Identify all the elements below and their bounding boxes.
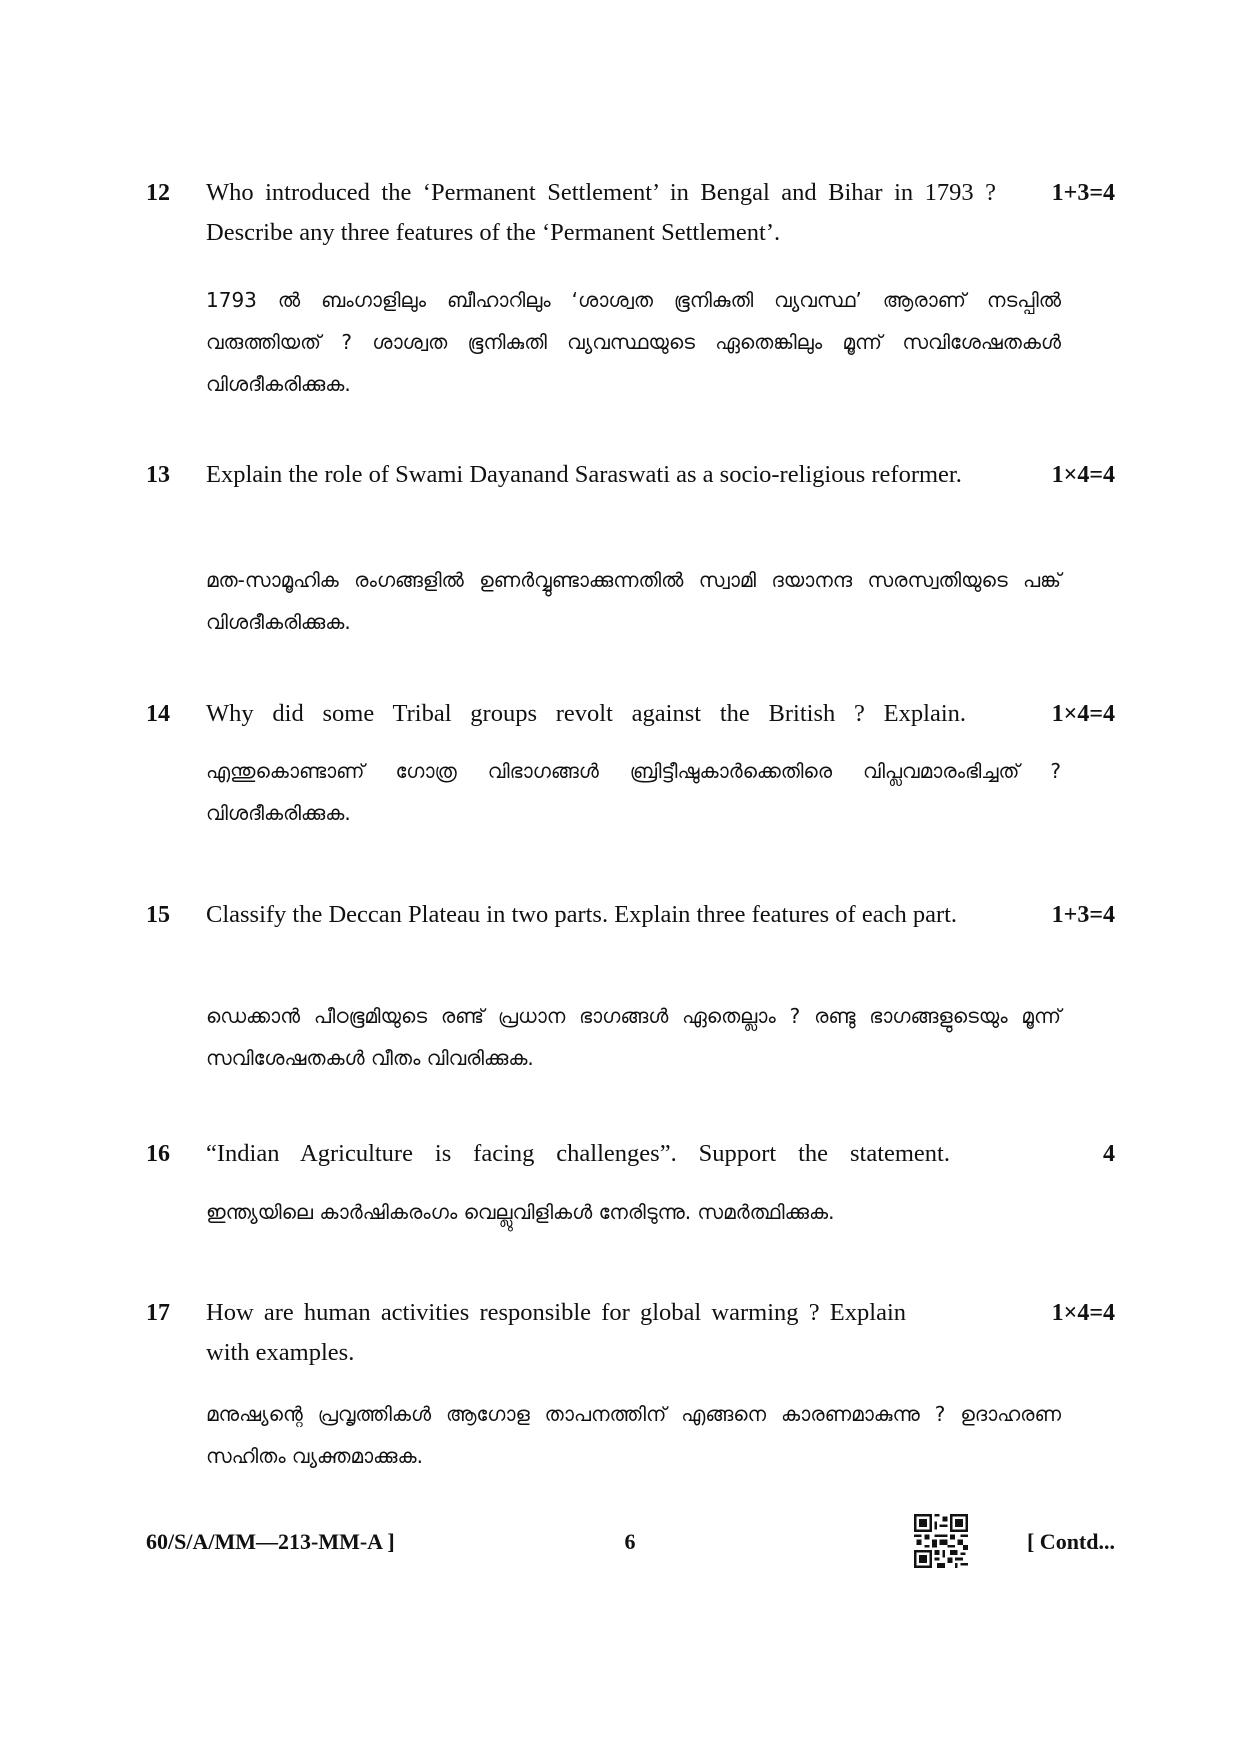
qr-code-icon	[914, 1514, 968, 1568]
question-number: 12	[146, 180, 170, 206]
question-text: Who introduced the ‘Permanent Settlement’ in Bengal and Bihar in 1793 ? Describe any three features of the ‘Permanent Settlement’.	[206, 179, 996, 246]
paper-code: 60/S/A/MM—213-MM-A ]	[146, 1529, 395, 1554]
question-text: Why did some Tribal groups revolt against the British ? Explain.	[206, 700, 966, 727]
question-number: 16	[146, 1141, 170, 1167]
question-number: 13	[146, 462, 170, 488]
question-text-malayalam: 1793 ൽ ബംഗാളിലും ബീഹാറിലും ‘ശാശ്വത ഭൂനികുതി വ്യവസ്ഥ’ ആരാണ് നടപ്പിൽ വരുത്തിയത് ? ശാശ്വത ഭൂനികുതി വ്യവസ്ഥയുടെ ഏതെങ്കിലും മൂന്ന് സവിശേഷതകൾ വിശദീകരിക്കുക.	[206, 288, 1061, 396]
question-text-malayalam: ഇന്ത്യയിലെ കാർഷികരംഗം വെല്ലുവിളികൾ നേരിടുന്നു. സമർത്ഥിക്കുക.	[206, 1200, 835, 1224]
question-text-malayalam: മത-സാമൂഹിക രംഗങ്ങളിൽ ഉണർവ്വുണ്ടാക്കുന്നതിൽ സ്വാമി ദയാനന്ദ സരസ്വതിയുടെ പങ്ക് വിശദീകരിക്കുക.	[206, 568, 1061, 634]
question-text-malayalam: മനുഷ്യന്റെ പ്രവൃത്തികൾ ആഗോള താപനത്തിന് എങ്ങനെ കാരണമാകുന്നു ? ഉദാഹരണ സഹിതം വ്യക്തമാക്കുക.	[206, 1402, 1061, 1468]
question-text: Classify the Deccan Plateau in two parts. Explain three features of each part.	[206, 901, 958, 928]
question-marks: 1×4=4	[1051, 1300, 1115, 1326]
question-number: 15	[146, 902, 170, 928]
continued-marker: [ Contd...	[1026, 1529, 1115, 1554]
question-marks: 1+3=4	[1051, 902, 1115, 928]
question-marks: 1+3=4	[1051, 180, 1115, 206]
question-number: 17	[146, 1300, 170, 1326]
question-marks: 1×4=4	[1051, 701, 1115, 727]
question-text: How are human activities responsible for global warming ? Explain with examples.	[206, 1299, 906, 1366]
page-footer	[0, 1522, 1240, 1582]
page-number: 6	[624, 1529, 636, 1554]
question-text-malayalam: എന്തുകൊണ്ടാണ് ഗോത്ര വിഭാഗങ്ങൾ ബ്രിട്ടീഷുകാർക്കെതിരെ വിപ്ലവമാരംഭിച്ചത് ? വിശദീകരിക്കുക.	[206, 759, 1061, 825]
question-text: Explain the role of Swami Dayanand Saraswati as a socio-religious reformer.	[206, 461, 962, 488]
question-marks: 4	[1103, 1141, 1115, 1167]
question-marks: 1×4=4	[1051, 462, 1115, 488]
question-number: 14	[146, 701, 170, 727]
question-text: “Indian Agriculture is facing challenges”. Support the statement.	[206, 1140, 950, 1167]
question-text-malayalam: ഡെക്കാൻ പീഠഭൂമിയുടെ രണ്ട് പ്രധാന ഭാഗങ്ങൾ ഏതെല്ലാം ? രണ്ടു ഭാഗങ്ങളുടെയും മൂന്ന് സവിശേഷതകൾ വീതം വിവരിക്കുക.	[206, 1004, 1061, 1070]
